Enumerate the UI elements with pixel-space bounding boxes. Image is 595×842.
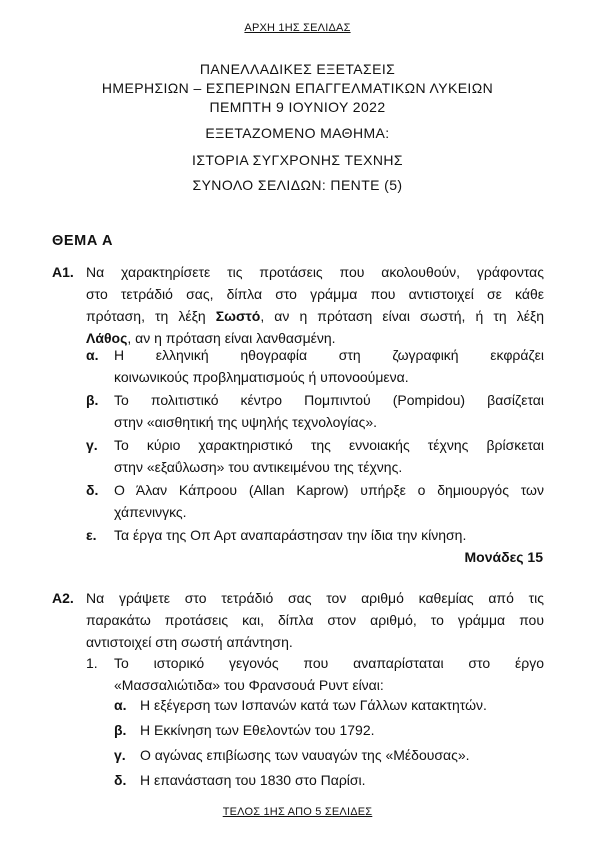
a2-q1-line: «Μασσαλιώτιδα» του Φρανσουά Ρυντ είναι: — [114, 677, 384, 693]
a2-q1-option-text: Η επανάσταση του 1830 στο Παρίσι. — [140, 772, 366, 788]
a1-item-letter: γ. — [86, 437, 98, 453]
a1-item-line: στην «αισθητική της υψηλής τεχνολογίας». — [114, 414, 378, 430]
theme-heading: ΘΕΜΑ Α — [52, 233, 114, 249]
question-a1-line: Να χαρακτηρίσετε τις προτάσεις που ακολουθούν, γράφοντας — [86, 264, 544, 280]
marks-a1: Μονάδες 15 — [464, 549, 543, 565]
exam-title-line-1: ΠΑΝΕΛΛΑΔΙΚΕΣ ΕΞΕΤΑΣΕΙΣ — [199, 61, 396, 77]
a2-q1-number: 1. — [86, 655, 98, 671]
a2-q1-option-text: Ο αγώνας επιβίωσης των ναυαγών της «Μέδουσας». — [140, 747, 470, 763]
a1-item-text — [114, 389, 544, 433]
a1-item-line: Τα έργα της Οπ Αρτ αναπαράστησαν την ίδια την κίνηση. — [114, 527, 467, 543]
a1-item-line: Το πολιτιστικό κέντρο Πομπιντού (Pompidou) βασίζεται — [114, 392, 544, 408]
a1-item-letter: ε. — [86, 527, 97, 543]
a2-q1-option-letter: α. — [114, 697, 127, 713]
a1-item-line: Η ελληνική ηθογραφία στη ζωγραφική εκφράζει — [114, 347, 544, 363]
a2-q1-line: Το ιστορικό γεγονός που αναπαρίσταται στο έργο — [114, 655, 544, 671]
question-a1-number: Α1. — [52, 264, 74, 280]
question-a1-line: στο τετράδιό σας, δίπλα στο γράμμα που αντιστοιχεί σε κάθε — [86, 286, 544, 302]
exam-date: ΠΕΜΠΤΗ 9 ΙΟΥΝΙΟΥ 2022 — [209, 99, 386, 115]
question-a2-number: Α2. — [52, 590, 74, 606]
page-header: ΑΡΧΗ 1ΗΣ ΣΕΛΙΔΑΣ — [244, 22, 351, 34]
question-a2-line: αντιστοιχεί στη σωστή απάντηση. — [86, 634, 293, 650]
question-a2-line: παρακάτω προτάσεις και, δίπλα στον αριθμό, το γράμμα που — [86, 612, 544, 628]
a1-item-line: Το κύριο χαρακτηριστικό της εννοιακής τέχνης βρίσκεται — [114, 437, 544, 453]
question-a2-text — [86, 587, 544, 653]
question-a1-line: Λάθος, αν η πρόταση είναι λανθασμένη. — [86, 330, 336, 346]
a2-q1-option-text: Η Εκκίνηση των Εθελοντών του 1792. — [140, 722, 375, 738]
question-a1-text — [86, 261, 544, 349]
a1-item-text — [114, 434, 544, 478]
total-pages: ΣΥΝΟΛΟ ΣΕΛΙΔΩΝ: ΠΕΝΤΕ (5) — [192, 177, 403, 193]
a1-item-text — [114, 344, 544, 388]
a2-q1-option-text: Η εξέγερση των Ισπανών κατά των Γάλλων κατακτητών. — [140, 697, 487, 713]
a1-item-letter: δ. — [86, 482, 99, 498]
a1-item-line: χάπενινγκς. — [114, 504, 187, 520]
question-a1-line: πρόταση, τη λέξη Σωστό, αν η πρόταση είναι σωστή, ή τη λέξη — [86, 308, 544, 324]
a1-item-text — [114, 524, 544, 546]
a1-item-letter: β. — [86, 392, 99, 408]
a2-q1-option-letter: δ. — [114, 772, 127, 788]
page-footer: ΤΕΛΟΣ 1ΗΣ ΑΠΟ 5 ΣΕΛΙΔΕΣ — [222, 806, 373, 818]
a2-q1-option-letter: β. — [114, 722, 127, 738]
a1-item-text — [114, 479, 544, 523]
a1-item-line: Ο Άλαν Κάπροου (Allan Kaprow) υπήρξε ο δημιουργός των — [114, 482, 544, 498]
subject-name: ΙΣΤΟΡΙΑ ΣΥΓΧΡΟΝΗΣ ΤΕΧΝΗΣ — [192, 152, 403, 168]
exam-title-line-2: ΗΜΕΡΗΣΙΩΝ – ΕΣΠΕΡΙΝΩΝ ΕΠΑΓΓΕΛΜΑΤΙΚΩΝ ΛΥΚΕΙΩΝ — [101, 80, 494, 96]
a2-q1-text — [114, 652, 544, 696]
subject-label: ΕΞΕΤΑΖΟΜΕΝΟ ΜΑΘΗΜΑ: — [205, 125, 390, 141]
a1-item-line: στην «εξαΰλωση» του αντικειμένου της τέχνης. — [114, 459, 403, 475]
a2-q1-option-letter: γ. — [114, 747, 126, 763]
a1-item-letter: α. — [86, 347, 99, 363]
question-a2-line: Να γράψετε στο τετράδιό σας τον αριθμό καθεμίας από τις — [86, 590, 544, 606]
a1-item-line: κοινωνικούς προβληματισμούς ή υπονοούμενα. — [114, 369, 409, 385]
